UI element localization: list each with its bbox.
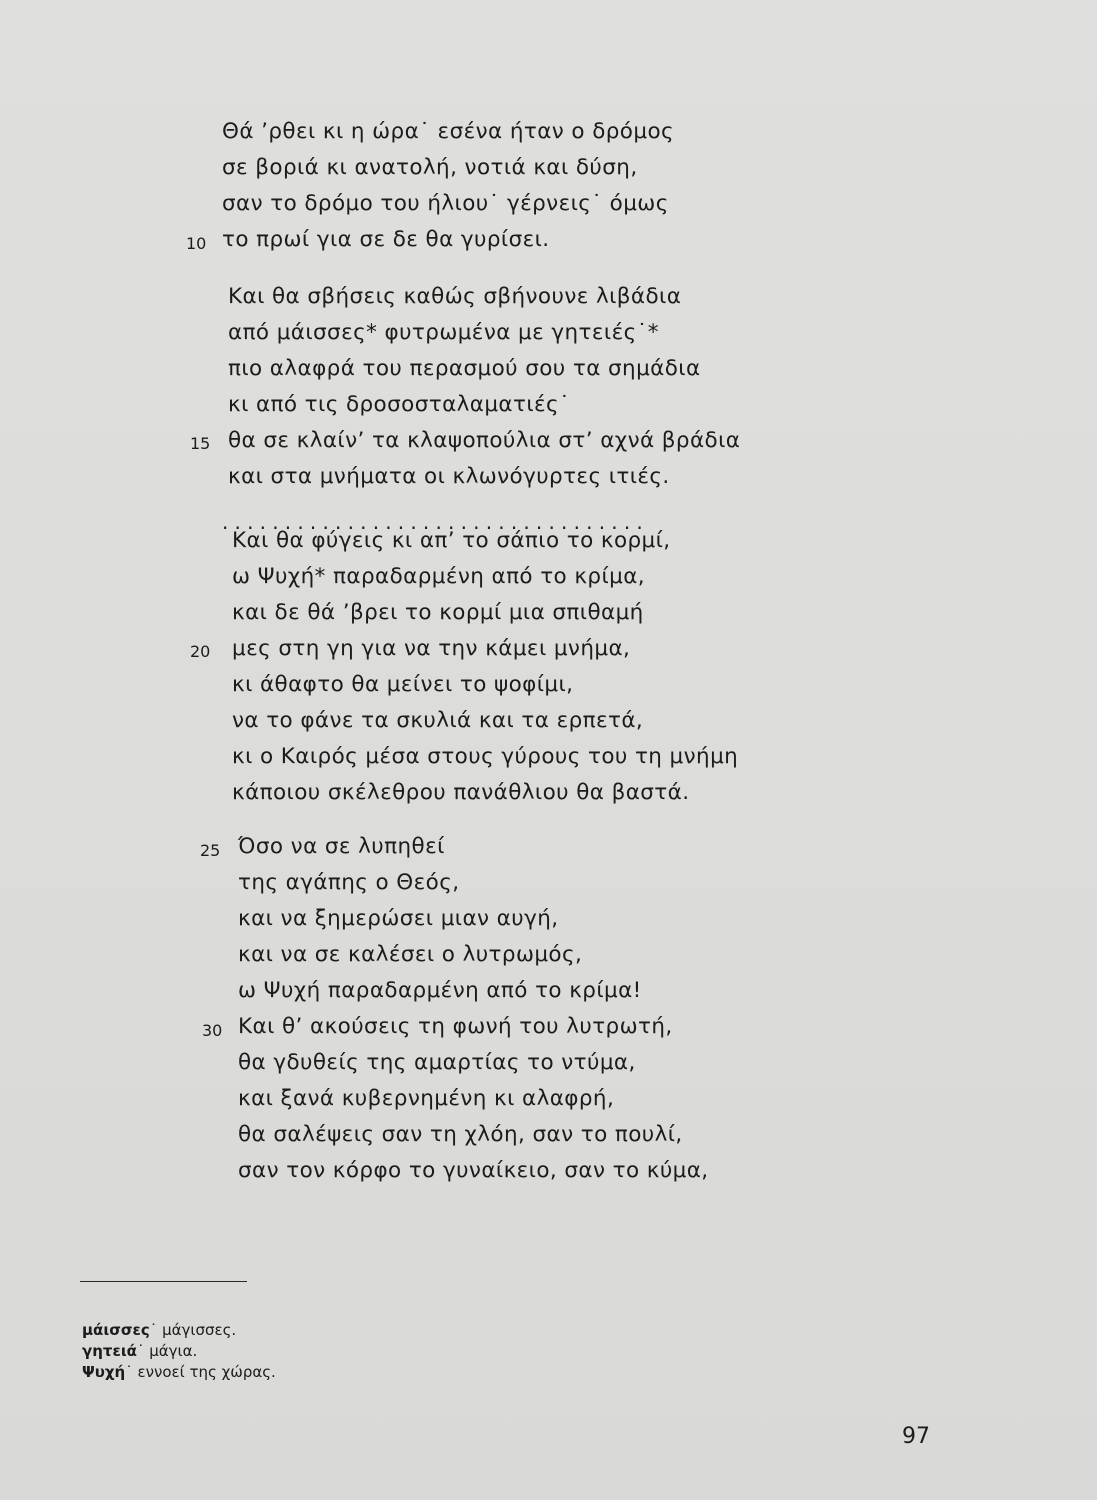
poem-line: και ξανά κυβερνημένη κι αλαφρή, [238,1086,615,1111]
footnote-definition: μάγισσες. [157,1321,237,1339]
poem-line: και να ξημερώσει μιαν αυγή, [238,906,559,931]
line-number: 10 [186,234,207,253]
poem-line: το πρωί για σε δε θα γυρίσει. [222,227,550,252]
poem-line: θα σαλέψεις σαν τη χλόη, σαν το πουλί, [238,1122,683,1147]
footnote-term: Ψυχή [82,1363,126,1381]
poem-line: και δε θά ’βρει το κορμί μια σπιθαμή [232,600,644,625]
poem-line: Και θ’ ακούσεις τη φωνή του λυτρωτή, [238,1014,673,1039]
footnote-term: μάισσες [82,1321,150,1339]
poem-line: κάποιου σκέλεθρου πανάθλιου θα βαστά. [232,780,690,805]
page-number: 97 [902,1424,930,1449]
poem-line: πιο αλαφρά του περασμού σου τα σημάδια [228,356,701,381]
line-number: 25 [200,841,221,860]
ellipsis-separator: .................................. [222,510,649,534]
footnote-definition: εννοεί της χώρας. [132,1363,276,1381]
poem-line: κι άθαφτο θα μείνει το ψοφίμι, [232,672,574,697]
poem-line: θα σε κλαίν’ τα κλαψοπούλια στ’ αχνά βράδια [228,428,741,453]
poem-line: σαν τον κόρφο το γυναίκειο, σαν το κύμα, [238,1158,709,1183]
poem-line: Και θα σβήσεις καθώς σβήνουνε λιβάδια [228,284,682,309]
footnote [82,1365,276,1380]
poem-line: να το φάνε τα σκυλιά και τα ερπετά, [232,708,644,733]
poem-line: Και θα φύγεις κι απ’ το σάπιο το κορμί, [232,528,671,553]
footnote-rule [80,1281,247,1282]
poem-line: σε βοριά κι ανατολή, νοτιά και δύση, [222,155,638,180]
poem-line: μες στη γη για να την κάμει μνήμα, [232,636,631,661]
poem-line: σαν το δρόμο του ήλιου˙ γέρνεις˙ όμως [222,191,669,216]
footnote [82,1323,236,1338]
poem-line: Όσο να σε λυπηθεί [238,834,445,859]
footnote-term: γητειά [82,1342,137,1360]
poem-line: της αγάπης ο Θεός, [238,870,460,895]
footnote-definition: μάγια. [144,1342,198,1360]
poem-line: κι ο Καιρός μέσα στους γύρους του τη μνήμη [232,744,739,769]
poem-line: από μάισσες* φυτρωμένα με γητειές˙* [228,320,659,345]
footnote-separator: ˙ [125,1363,133,1381]
line-number: 30 [202,1021,223,1040]
footnote-separator: ˙ [149,1321,158,1339]
poem-line: Θά ’ρθει κι η ώρα˙ εσένα ήταν ο δρόμος [222,119,675,144]
poem-line: ω Ψυχή παραδαρμένη από το κρίμα! [238,978,642,1003]
line-number: 20 [190,642,211,661]
line-number: 15 [190,434,211,453]
poem-line: και να σε καλέσει ο λυτρωμός, [238,942,583,967]
poem-line: κι από τις δροσοσταλαματιές˙ [228,392,571,417]
poem-line: ω Ψυχή* παραδαρμένη από το κρίμα, [232,564,646,589]
poem-line: και στα μνήματα οι κλωνόγυρτες ιτιές. [228,464,670,489]
footnote [82,1344,197,1359]
footnote-separator: ˙ [136,1342,145,1360]
poem-line: θα γδυθείς της αμαρτίας το ντύμα, [238,1050,636,1075]
